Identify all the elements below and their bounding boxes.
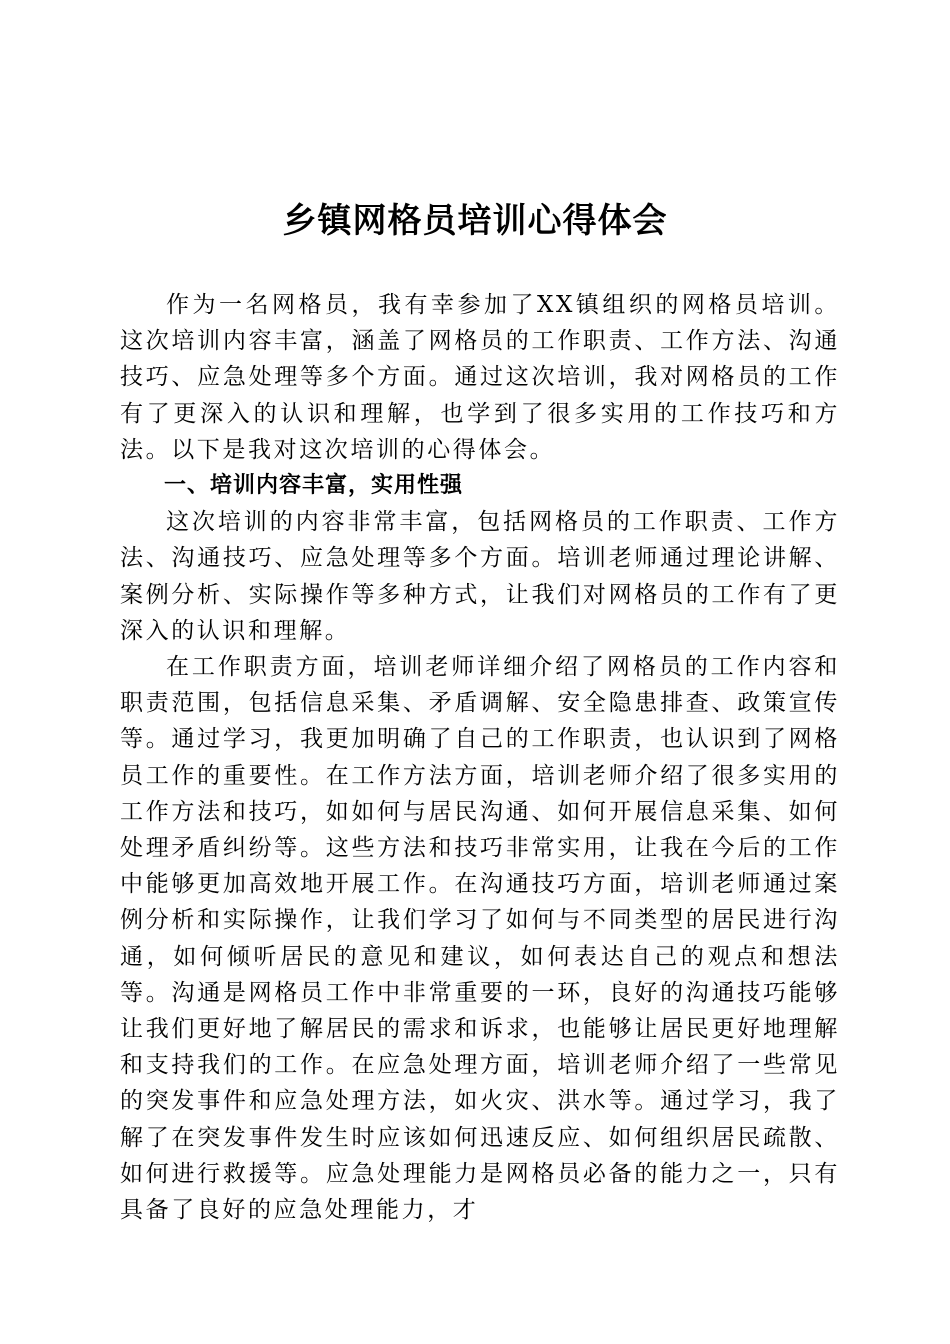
section-heading-1: 一、培训内容丰富，实用性强 — [164, 473, 464, 499]
paragraph-content-overview: 这次培训的内容非常丰富，包括网格员的工作职责、工作方法、沟通技巧、应急处理等多个方面。培训老师通过理论讲解、案例分析、实际操作等多种方式，让我们对网格员的工作有了更深入的认识和理解。 — [120, 509, 840, 644]
document-title: 乡镇网格员培训心得体会 — [282, 201, 668, 241]
paragraph-job-duties: 在工作职责方面，培训老师详细介绍了网格员的工作内容和职责范围，包括信息采集、矛盾调解、安全隐患排查、政策宣传等。通过学习，我更加明确了自己的工作职责，也认识到了网格员工作的重要性。在工作方法方面，培训老师介绍了很多实用的工作方法和技巧，如如何与居民沟通、如何开展信息采集、如何处理矛盾纠纷等。这些方法和技巧非常实用，让我在今后的工作中能够更加高效地开展工作。在沟通技巧方面，培训老师通过案例分析和实际操作，让我们学习了如何与不同类型的居民进行沟通，如何倾听居民的意见和建议，如何表达自己的观点和想法等。沟通是网格员工作中非常重要的一环，良好的沟通技巧能够让我们更好地了解居民的需求和诉求，也能够让居民更好地理解和支持我们的工作。在应急处理方面，培训老师介绍了一些常见的突发事件和应急处理方法，如火灾、洪水等。通过学习，我了解了在突发事件发生时应该如何迅速反应、如何组织居民疏散、如何进行救援等。应急处理能力是网格员必备的能力之一，只有具备了良好的应急处理能力，才 — [120, 654, 840, 1224]
paragraph-intro: 作为一名网格员，我有幸参加了XX镇组织的网格员培训。这次培训内容丰富，涵盖了网格员的工作职责、工作方法、沟通技巧、应急处理等多个方面。通过这次培训，我对网格员的工作有了更深入的认识和理解，也学到了很多实用的工作技巧和方法。以下是我对这次培训的心得体会。 — [120, 292, 840, 463]
document-body — [120, 287, 840, 1228]
